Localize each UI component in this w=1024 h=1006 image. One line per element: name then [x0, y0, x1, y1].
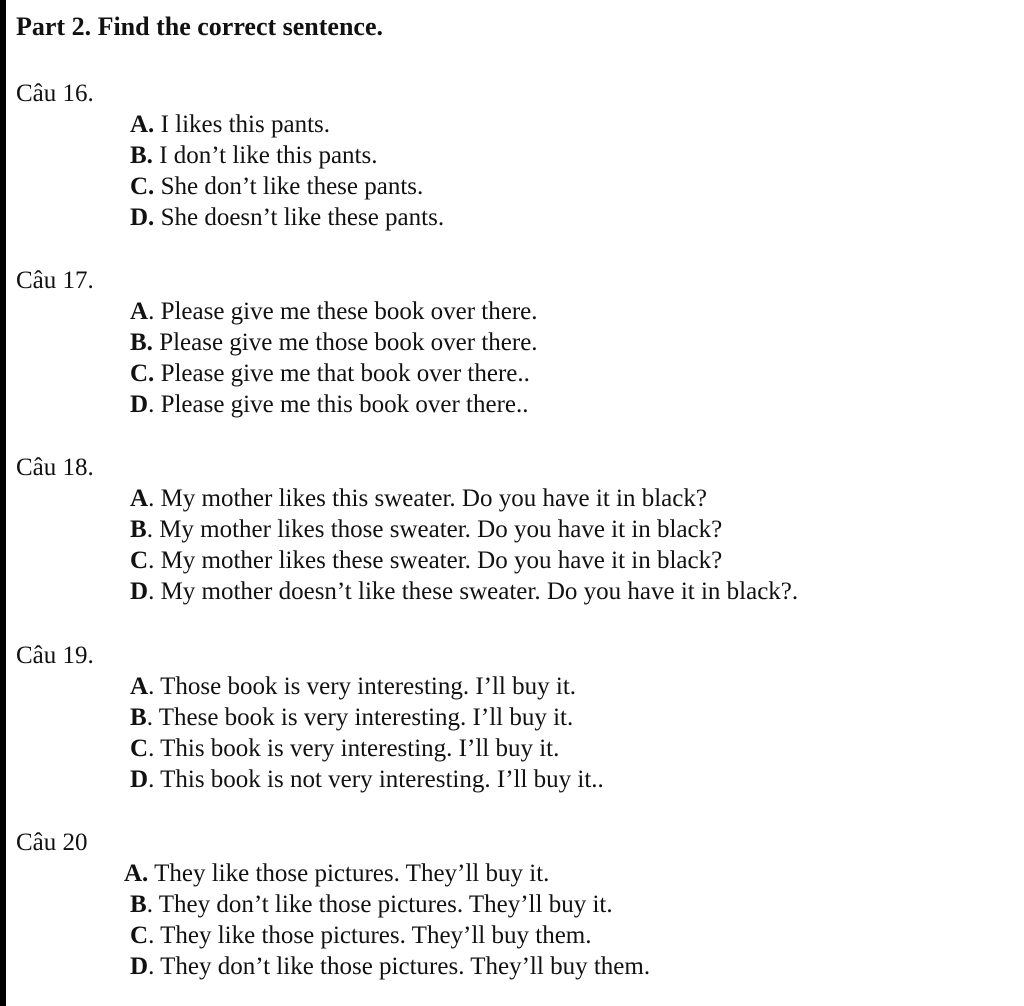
option-a	[124, 859, 549, 889]
option-d	[130, 390, 529, 420]
option-letter: B	[130, 891, 147, 918]
page-title: Part 2. Find the correct sentence.	[16, 12, 384, 41]
option-letter: C	[130, 922, 149, 949]
option-letter: D	[130, 766, 149, 793]
option-b	[130, 141, 377, 171]
option-c	[130, 172, 423, 202]
option-letter: B.	[130, 142, 153, 169]
option-text: . Please give me these book over there.	[148, 298, 538, 325]
option-text: I don’t like this pants.	[152, 142, 378, 169]
option-letter: A	[130, 298, 149, 325]
option-text: . They like those pictures. They’ll buy them.	[148, 922, 592, 949]
option-d	[130, 203, 444, 233]
option-text: Please give me those book over there.	[152, 329, 538, 356]
option-b	[130, 703, 573, 733]
option-letter: A.	[130, 111, 155, 138]
option-c	[130, 921, 592, 951]
option-a	[130, 297, 538, 327]
option-d	[130, 952, 650, 982]
option-text: She don’t like these pants.	[154, 173, 424, 200]
question-label: Câu 16.	[16, 80, 94, 107]
option-letter: C.	[130, 173, 155, 200]
option-letter: D.	[130, 204, 155, 231]
option-b	[130, 328, 538, 358]
option-letter: C	[130, 735, 149, 762]
option-text: . My mother likes these sweater. Do you have it in black?	[148, 547, 723, 574]
option-d	[130, 577, 798, 607]
option-letter: C	[130, 547, 149, 574]
option-text: . This book is not very interesting. I’ll buy it..	[148, 766, 604, 793]
option-text: . My mother doesn’t like these sweater. Do you have it in black?.	[148, 578, 799, 605]
option-a	[130, 484, 707, 514]
option-letter: B	[130, 516, 147, 543]
option-a	[130, 672, 576, 702]
option-text: . This book is very interesting. I’ll buy it.	[148, 735, 560, 762]
option-c	[130, 546, 722, 576]
option-letter: C.	[130, 360, 155, 387]
question-label: Câu 19.	[16, 642, 94, 669]
option-d	[130, 765, 604, 795]
option-letter: A	[130, 673, 149, 700]
option-letter: D	[130, 953, 149, 980]
worksheet-page	[6, 0, 1024, 1006]
question-label: Câu 20	[16, 829, 88, 856]
option-text: . My mother likes those sweater. Do you have it in black?	[146, 516, 723, 543]
option-letter: A	[130, 485, 149, 512]
option-text: . These book is very interesting. I’ll buy it.	[146, 704, 574, 731]
option-letter: B.	[130, 329, 153, 356]
option-c	[130, 734, 559, 764]
option-text: . Those book is very interesting. I’ll buy it.	[148, 673, 577, 700]
option-text: . My mother likes this sweater. Do you have it in black?	[148, 485, 707, 512]
question-label: Câu 17.	[16, 267, 94, 294]
option-text: She doesn’t like these pants.	[154, 204, 445, 231]
option-text: . They don’t like those pictures. They’ll buy them.	[148, 953, 651, 980]
option-letter: B	[130, 704, 147, 731]
option-text: They like those pictures. They’ll buy it.	[148, 860, 550, 887]
option-letter: D	[130, 578, 149, 605]
option-b	[130, 890, 613, 920]
option-letter: A.	[124, 860, 149, 887]
option-c	[130, 359, 530, 389]
option-a	[130, 110, 330, 140]
option-b	[130, 515, 722, 545]
option-letter: D	[130, 391, 149, 418]
option-text: I likes this pants.	[154, 111, 330, 138]
option-text: . Please give me this book over there..	[148, 391, 529, 418]
option-text: Please give me that book over there..	[154, 360, 530, 387]
question-label: Câu 18.	[16, 454, 94, 481]
option-text: . They don’t like those pictures. They’ll buy it.	[146, 891, 613, 918]
